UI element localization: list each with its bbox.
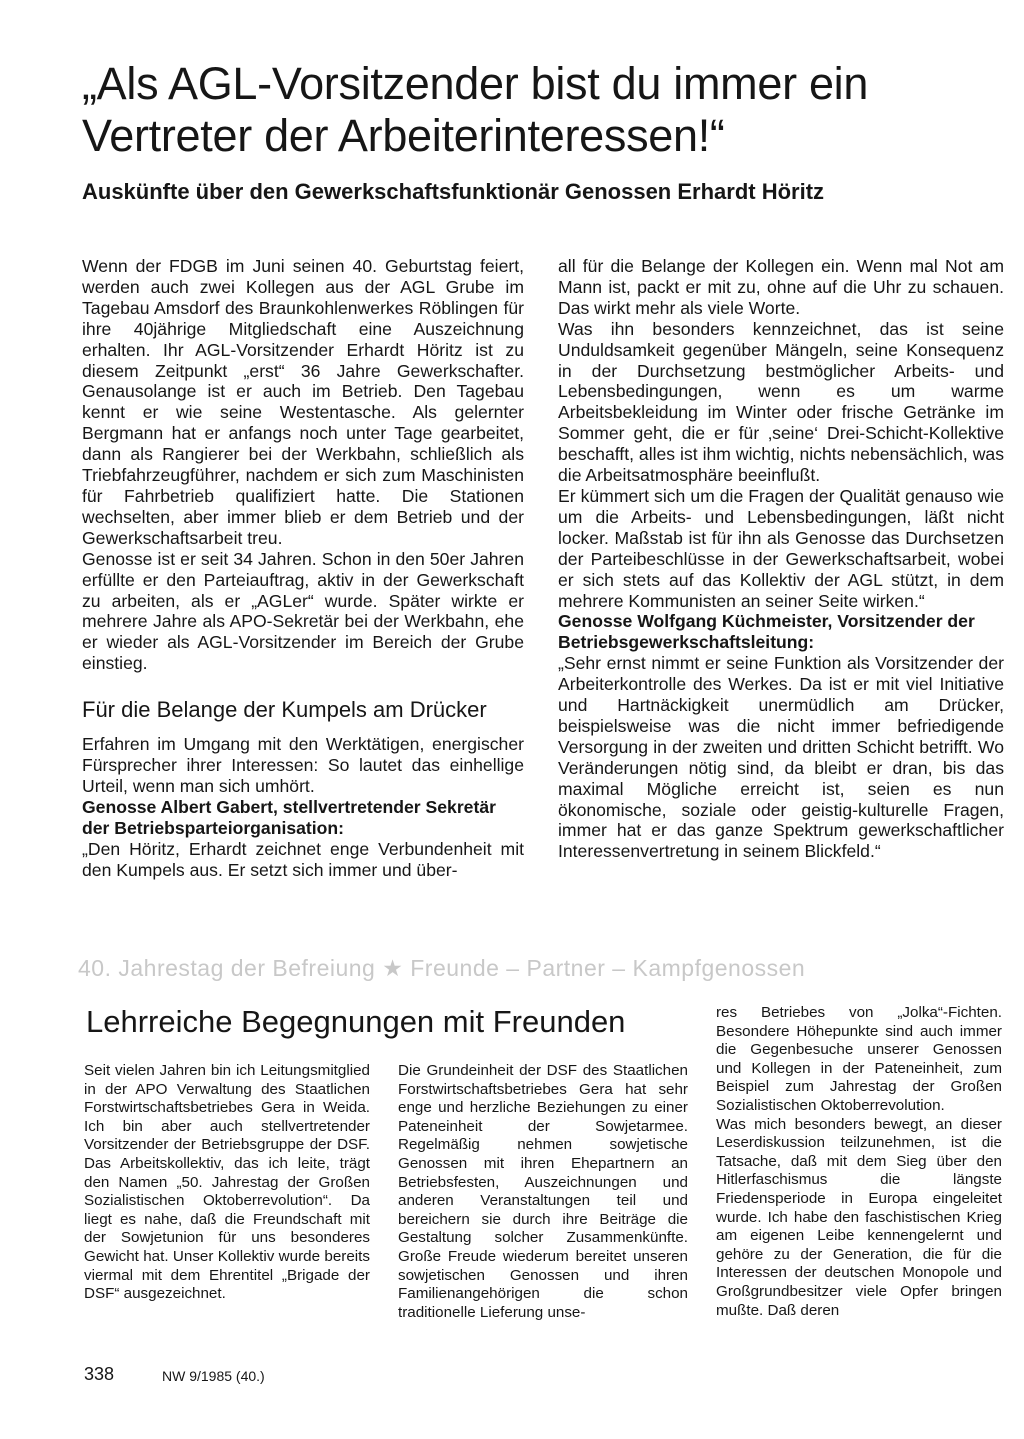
article-2-column-3 xyxy=(716,1004,1002,1320)
paragraph: Erfahren im Umgang mit den Werktätigen, energischer Fürsprecher ihrer Interessen: So lautet das einhellige Urteil, wenn man sich umhört. xyxy=(82,734,524,796)
series-banner: 40. Jahrestag der Befreiung ★ Freunde – Partner – Kampfgenossen xyxy=(78,955,806,981)
article-column-1 xyxy=(82,256,524,880)
section-subheading: Für die Belange der Kumpels am Drücker xyxy=(82,697,487,723)
article-2-column-2 xyxy=(398,1062,688,1322)
speaker-attribution: Genosse Albert Gabert, stellvertretender Sekretär der Betriebsparteiorganisation: xyxy=(82,796,496,838)
paragraph: Was ihn besonders kennzeichnet, das ist seine Unduldsamkeit gegenüber Mängeln, seine Konsequenz in der Durchsetzung bestmöglicher Arbeits- und Lebensbedingungen, wenn es um warme Arbeitsbekleidung im Winter oder frische Getränke im Sommer geht, die er für ‚seine‘ Drei-Schicht-Kollektive beschafft, alles ist ihm wichtig, nichts nebensächlich, was die Arbeitsatmosphäre beeinflußt. xyxy=(558,318,1004,486)
article-2-column-1 xyxy=(84,1062,370,1304)
paragraph: Was mich besonders bewegt, an dieser Leserdiskussion teilzunehmen, ist die Tatsache, daß mit dem Sieg über den Hitlerfaschismus die längste Friedensperiode in Europa eingeleitet wurde. Ich habe den faschistischen Krieg am eigenen Leibe kennengelernt und gehöre zu der Generation, die für die Interessen der deutschen Monopole und Großgrundbesitzer viele Opfer bringen mußte. Daß deren xyxy=(716,1115,1002,1319)
paragraph: Die Grundeinheit der DSF des Staatlichen Forstwirtschaftsbetriebes Gera hat sehr enge und herzliche Beziehungen zu einer Pateneinheit der Sowjetarmee. Regelmäßig nehmen sowjetische Genossen mit ihren Ehepartnern an Betriebsfesten, Auszeichnungen und anderen Veranstaltungen teil und bereichern sie durch ihre Beiträge die Gestaltung solcher Zusammenkünfte. Große Freude wiederum bereitet unseren sowjetischen Genossen und ihren Familienangehörigen die schon traditionelle Lieferung unse- xyxy=(398,1062,688,1321)
speaker-attribution: Genosse Wolfgang Küchmeister, Vorsitzender der Betriebsgewerkschaftsleitung: xyxy=(558,611,975,653)
paragraph: Genosse ist er seit 34 Jahren. Schon in den 50er Jahren erfüllte er den Parteiauftrag, aktiv in der Gewerkschaft zu arbeiten, als er „AGLer“ wurde. Später wirkte er mehrere Jahre als APO-Sekretär bei der Werkbahn, ehe er wieder als AGL-Vorsitzender im Bereich der Grube einstieg. xyxy=(82,548,524,674)
article-headline: „Als AGL-Vorsitzender bist du immer ein Vertreter der Arbeiterinteressen!“ xyxy=(82,58,869,161)
page-number: 338 xyxy=(84,1364,115,1384)
article-2-headline: Lehrreiche Begegnungen mit Freunden xyxy=(86,1004,626,1039)
paragraph: all für die Belange der Kollegen ein. Wenn mal Not am Mann ist, packt er mit zu, ohne auf die Uhr zu schauen. Das wirkt mehr als viele Worte. xyxy=(558,256,1004,318)
paragraph: Seit vielen Jahren bin ich Leitungsmitglied in der APO Verwaltung des Staatlichen Forstwirtschaftsbetriebes Gera in Weida. Ich bin aber auch stellvertretender Vorsitzender der Betriebsgruppe der DSF. Das Arbeitskollektiv, das ich leite, trägt den Namen „50. Jahrestag der Großen Sozialistischen Oktoberrevolution“. Da liegt es nahe, daß die Freundschaft mit der Sowjetunion für uns besonderes Gewicht hat. Unser Kollektiv wurde bereits viermal mit dem Ehrentitel „Brigade der DSF“ ausgezeichnet. xyxy=(84,1062,370,1303)
issue-label: NW 9/1985 (40.) xyxy=(162,1368,265,1384)
article-column-2 xyxy=(558,256,1004,862)
article-subtitle: Auskünfte über den Gewerkschaftsfunktionär Genossen Erhardt Höritz xyxy=(82,179,825,204)
paragraph: Wenn der FDGB im Juni seinen 40. Geburtstag feiert, werden auch zwei Kollegen aus der AGL Grube im Tagebau Amsdorf des Braunkohlenwerkes Röblingen für ihre 40jährige Mitgliedschaft eine Auszeichnung erhalten. Ihr AGL-Vorsitzender Erhardt Höritz ist zu diesem Zeitpunkt „erst“ 36 Jahre Gewerkschafter. Genausolange ist er auch im Betrieb. Den Tagebau kennt er wie seine Westentasche. Als gelernter Bergmann hat er anfangs noch unter Tage gearbeitet, dann als Rangierer bei der Werkbahn, schließlich als Triebfahrzeugführer, nachdem er sich zum Maschinisten für Fahrbetrieb qualifiziert hatte. Die Stationen wechselten, aber immer blieb er dem Betrieb und der Gewerkschaftsarbeit treu. xyxy=(82,256,524,548)
quote: „Sehr ernst nimmt er seine Funktion als Vorsitzender der Arbeiterkontrolle des Werkes. Da ist er mit viel Initiative und Hartnäckigkeit unermüdlich am Drücker, beispielsweise was die nicht immer befriedigende Versorgung in der zweiten und dritten Schicht betrifft. Wo Veränderungen nötig sind, da bleibt er dran, bis das maximal Mögliche erreicht ist, seien es nun ökonomische, soziale oder geistig-kulturelle Fragen, immer hat er das ganze Spektrum gewerkschaftlicher Interessenvertretung in seinem Blickfeld.“ xyxy=(558,653,1004,862)
paragraph: res Betriebes von „Jolka“-Fichten. Besondere Höhepunkte sind auch immer die Gegenbesuche unserer Genossen und Kollegen in der Pateneinheit, zum Beispiel zum Jahrestag der Großen Sozialistischen Oktoberrevolution. xyxy=(716,1004,1002,1114)
paragraph: Er kümmert sich um die Fragen der Qualität genauso wie um die Arbeits- und Lebensbedingungen, läßt nicht locker. Maßstab ist für ihn als Genosse das Durchsetzen der Parteibeschlüsse in der Gewerkschaftsarbeit, wobei er sich stets auf das Kollektiv der AGL stützt, in dem mehrere Kommunisten an seiner Seite wirken.“ xyxy=(558,485,1004,611)
quote: „Den Höritz, Erhardt zeichnet enge Verbundenheit mit den Kumpels aus. Er setzt sich immer und über- xyxy=(82,838,524,880)
